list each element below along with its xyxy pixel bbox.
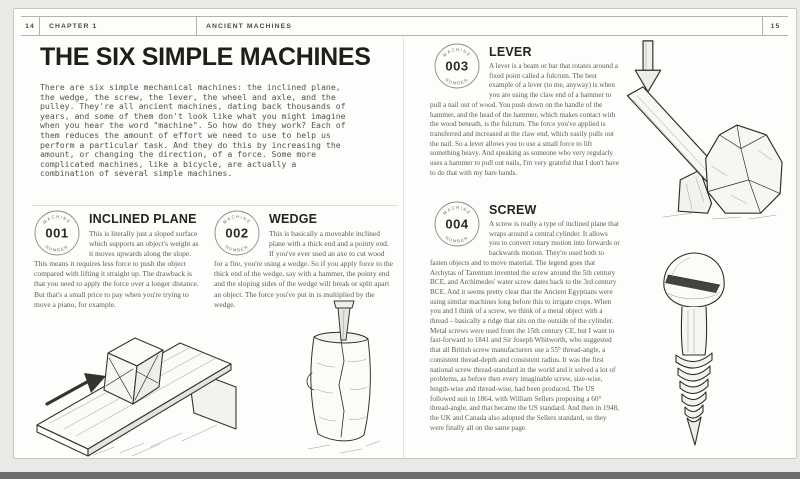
page-number-left: 14 <box>21 17 40 35</box>
section-body: This is basically a moveable inclined plane with a thick end and a pointy end. If you've ever used an axe to cut wood for a fire, you're using a wedge. So if you apply force to the thick end of the wedge, say with a hammer, the pointy end and the sloping sides of the wedge will break or split apart an object. The force you've put in is multiplied by the wedge. <box>214 229 394 309</box>
desk-edge <box>0 472 800 479</box>
badge-number: 001 <box>45 225 69 241</box>
section-title: LEVER <box>489 45 532 59</box>
section-title: WEDGE <box>269 212 318 226</box>
badge-top-label: MACHINE <box>221 213 253 225</box>
screw-illustration <box>654 247 734 457</box>
section-title: INCLINED PLANE <box>89 212 197 226</box>
badge-number: 002 <box>225 225 249 241</box>
section-inclined-plane <box>34 210 204 310</box>
badge-number: 004 <box>445 216 469 232</box>
badge-top-label: MACHINE <box>441 204 473 216</box>
section-label: ANCIENT MACHINES <box>206 22 292 30</box>
section-lever <box>430 43 620 178</box>
inclined-plane-illustration <box>32 307 242 459</box>
divider-rule <box>32 205 398 206</box>
badge-bottom-label: NUMBER <box>224 243 250 253</box>
badge-top-label: MACHINE <box>41 213 73 225</box>
badge-bottom-label: NUMBER <box>444 234 470 244</box>
machine-number-badge-003-icon <box>434 43 480 89</box>
section-body: This is literally just a sloped surface which supports an object's weight as it moves upwards along the slope. This means it requires less force to push the object compared with lifting it straight up. The drawback is that you need to apply the force over a longer distance. But that's a small price to pay when you're trying to move a piano, for example. <box>34 229 199 309</box>
badge-bottom-label: NUMBER <box>444 76 470 86</box>
badge-bottom-label: NUMBER <box>44 243 70 253</box>
page-gutter-line <box>403 34 404 458</box>
machine-number-badge-001-icon <box>34 210 80 256</box>
section-wedge <box>214 210 394 310</box>
badge-number: 003 <box>445 58 469 74</box>
wedge-illustration <box>296 299 386 459</box>
machine-number-badge-002-icon <box>214 210 260 256</box>
lever-illustration <box>594 35 790 221</box>
section-body: A lever is a beam or bar that rotates around a fixed point called a fulcrum. The best example of a lever (to me, anyway) is when you are using the claw end of a hammer to pull a nail out of wood. You push down on the handle of the hammer, and the head of the hammer, which makes contact with the wood beneath, is the fulcrum. The force you've applied is transferred and increased at the claw end, which easily pulls out the nail. So a lever allows you to use a small force to lift something heavy. And speaking as someone who very regularly uses a hammer to pull out nails, I'm very grateful that I don't have to do that with my bare hands. <box>430 62 620 177</box>
badge-top-label: MACHINE <box>441 46 473 58</box>
page-header <box>21 16 788 36</box>
intro-paragraph: There are six simple mechanical machines: the inclined plane, the wedge, the screw, the lever, the wheel and axle, and the pulley. They're all ancient machines, dating back thousands of years, and some of them don't look like what you might imagine when you hear the word "machine". So how do they work? Each of them reduces the amount of effort we need to use to help us perform a particular task. And they do this by increasing the amount, or changing the direction, of a force. Some more complicated machines, like a bicycle, are actually a combination of several simple machines. <box>40 82 346 179</box>
section-title: SCREW <box>489 203 537 217</box>
chapter-label: CHAPTER 1 <box>40 17 197 35</box>
machine-number-badge-004-icon <box>434 201 480 247</box>
page-title: THE SIX SIMPLE MACHINES <box>40 43 371 71</box>
page-number-right: 15 <box>762 17 788 35</box>
section-body: A screw is really a type of inclined plane that wraps around a central cylinder. It allows you to convert rotary motion into forwards or backwards motion. They're used both to fasten objects and to move material. The legend goes that Archytas of Tarentum invented the screw around the 5th century BCE, and Archimedes' water screw dates back to the 3rd century BCE. And it seems pretty clear that the Ancient Egyptians were using similar machines long before this to irrigate crops. When you and I think of a screw, we think of a metal object with a thread – basically a ridge that sits on the outside of the cylinder. Metal screws were used from the 15th century CE, but I want to fast-forward to 1841 and Sir Joseph Whitworth, who suggested that all British screw manufacturers use a 55° thread-angle, a consistent thread-depth and consistent radius. It was the first national screw thread-standard in the world and it solved a lot of problems, as before then every imaginable screw, size-wise, length-wise and thread-wise, had been produced. The US followed suit in 1864, with William Sellers proposing a 60° thread-angle, and that became the US standard. And then in 1948, the UK and Canada also adopted the Sellers standard, so they were finally all on the same page. <box>430 220 620 432</box>
book-spread <box>13 8 797 459</box>
section-screw <box>430 201 620 433</box>
